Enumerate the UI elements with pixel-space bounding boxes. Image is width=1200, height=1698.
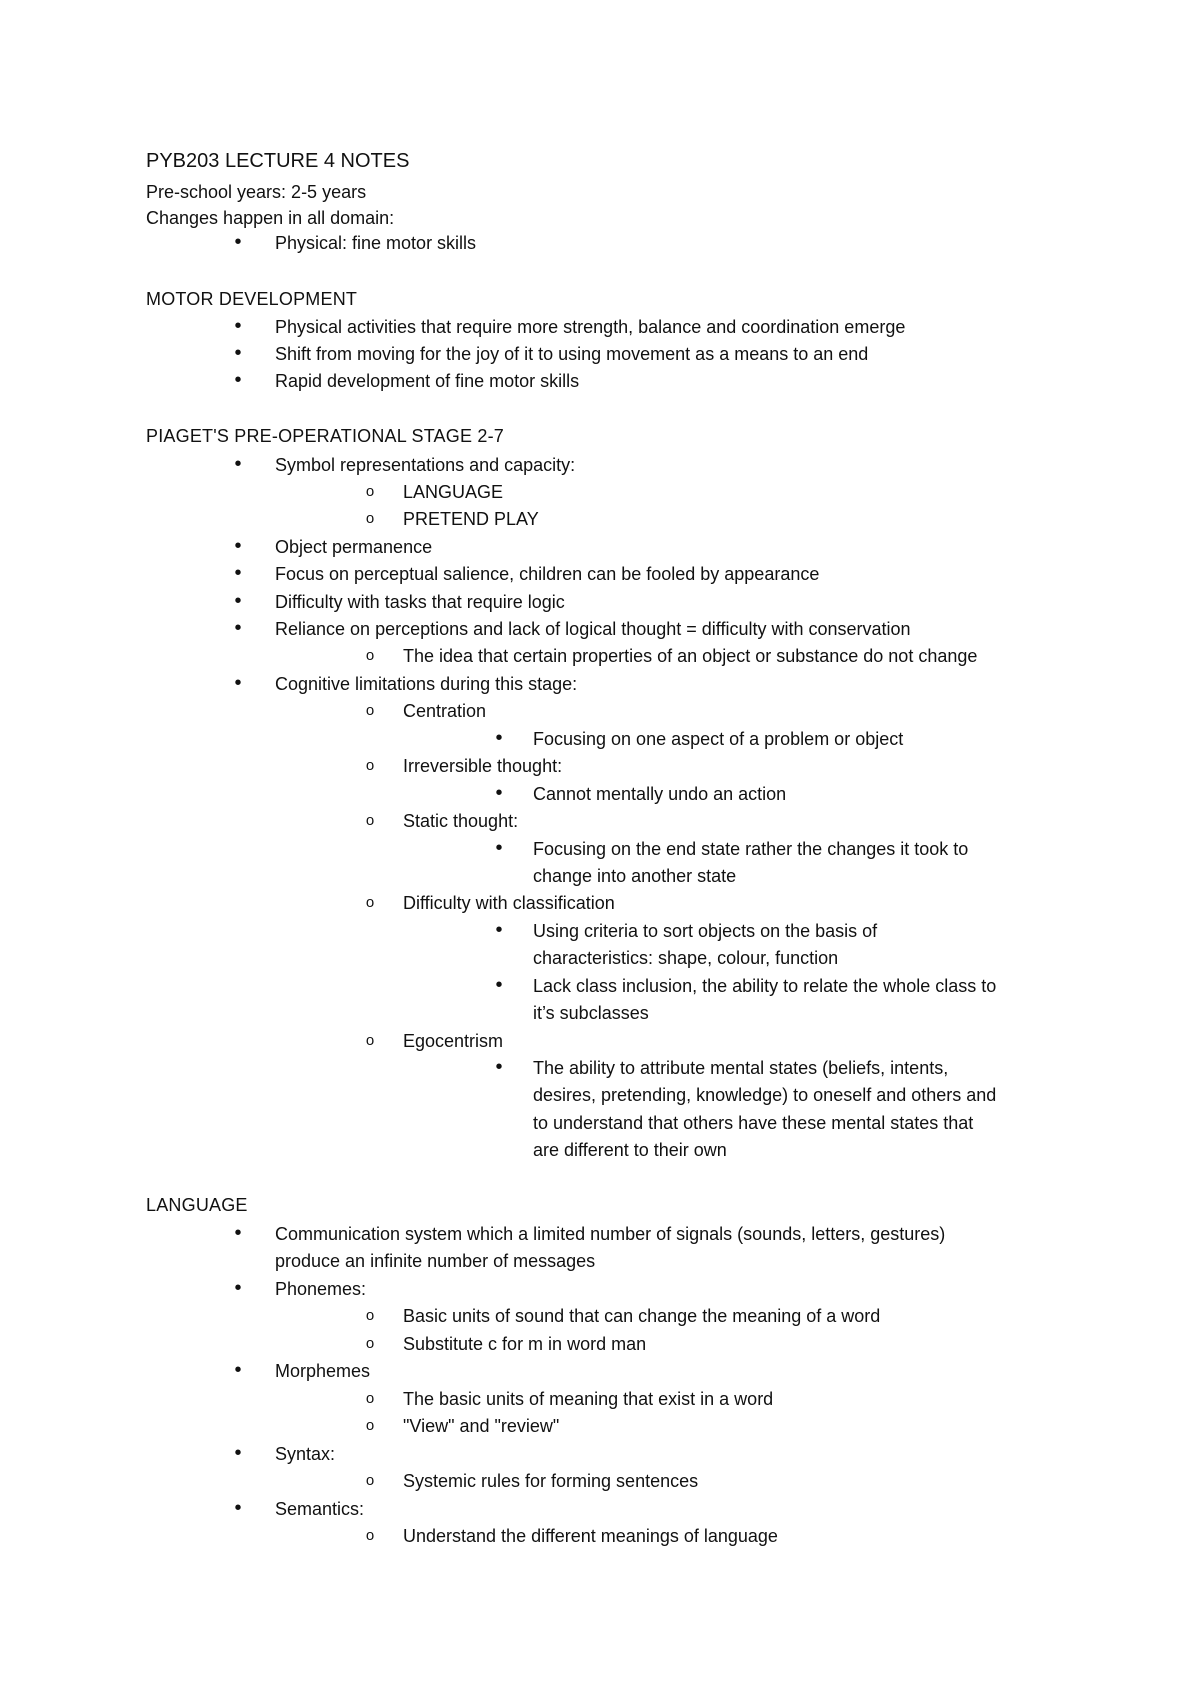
bullet-icon: •: [234, 1277, 242, 1299]
bullet-icon: •: [234, 672, 242, 694]
section-heading-motor: MOTOR DEVELOPMENT: [146, 289, 358, 309]
document-page: PYB203 LECTURE 4 NOTES Pre-school years: 2-5 years Changes happen in all domain: • Physical: fine motor skills MOTOR DEVELOPMENT • Physical activities that require more strength, balance and coordination emerge • Shift from moving for the joy of it to using movement as a means to an end • Rapid development of fine motor skills PIAGET'S PRE-OPERATIONAL STAGE 2-7 • Symbol representations and capacity: o LANGUAGE o PRETEND PLAY • Object permanence • Focus on perceptual salience, children can be fooled by appearance • Difficulty with tasks that require logic • Reliance on perceptions and lack of logical thought = difficulty with conservation o The idea that certain properties of an object or substance do not change • Cognitive limitations during this stage: o Centration • Focusing on one aspect of a problem or object o Irreversible thought: • Cannot mentally undo an action o Static thought: • Focusing on the end state rather the changes it took to change into another state o Difficulty with classification • Using criteria to sort objects on the basis of characteristics: shape, colour, function • Lack class inclusion, the ability to relate the whole class to it’s subclasses o Egocentrism • The ability to attribute mental states (beliefs, intents, desires, pretending, knowledge) to oneself and others and to understand that others have these mental states that are different to their own LANGUAGE • Communication system which a limited number of signals (sounds, letters, gestures) produce an infinite number of messages • Phonemes: o Basic units of sound that can change the meaning of a word o Substitute c for m in word man • Morphemes o The basic units of meaning that exist in a word o "View" and "review" • Syntax: o Systemic rules for forming sentences • Semantics: o Understand the different meanings of language: [0, 0, 1200, 1698]
circle-bullet-icon: o: [365, 483, 375, 500]
circle-bullet-icon: o: [365, 702, 375, 719]
bullet-icon: •: [495, 727, 503, 749]
bullet-icon: •: [234, 231, 242, 253]
circle-bullet-icon: o: [365, 1032, 375, 1049]
bullet-icon: •: [234, 617, 242, 639]
bullet-icon: •: [234, 562, 242, 584]
bullet-icon: •: [495, 782, 503, 804]
intro-line: Pre-school years: 2-5 years: [146, 182, 367, 202]
bullet-icon: •: [495, 1056, 503, 1078]
bullet-icon: •: [234, 535, 242, 557]
circle-bullet-icon: o: [365, 757, 375, 774]
circle-bullet-icon: o: [365, 647, 375, 664]
bullet-icon: •: [234, 590, 242, 612]
circle-bullet-icon: o: [365, 1417, 375, 1434]
intro-line: Changes happen in all domain:: [146, 208, 395, 228]
bullet-icon: •: [234, 342, 242, 364]
circle-bullet-icon: o: [365, 894, 375, 911]
bullet-icon: •: [234, 1359, 242, 1381]
section-heading-language: LANGUAGE: [146, 1195, 248, 1215]
bullet-icon: •: [234, 1222, 242, 1244]
bullet-icon: •: [495, 974, 503, 996]
bullet-icon: •: [234, 369, 242, 391]
bullet-icon: •: [234, 1497, 242, 1519]
circle-bullet-icon: o: [365, 812, 375, 829]
bullet-icon: •: [234, 1442, 242, 1464]
circle-bullet-icon: o: [365, 1390, 375, 1407]
circle-bullet-icon: o: [365, 1335, 375, 1352]
bullet-icon: •: [495, 919, 503, 941]
bullet-icon: •: [234, 453, 242, 475]
circle-bullet-icon: o: [365, 510, 375, 527]
circle-bullet-icon: o: [365, 1307, 375, 1324]
circle-bullet-icon: o: [365, 1472, 375, 1489]
bullet-icon: •: [234, 315, 242, 337]
document-title: PYB203 LECTURE 4 NOTES: [146, 150, 410, 172]
bullet-icon: •: [495, 837, 503, 859]
section-heading-piaget: PIAGET'S PRE-OPERATIONAL STAGE 2-7: [146, 426, 504, 446]
circle-bullet-icon: o: [365, 1527, 375, 1544]
